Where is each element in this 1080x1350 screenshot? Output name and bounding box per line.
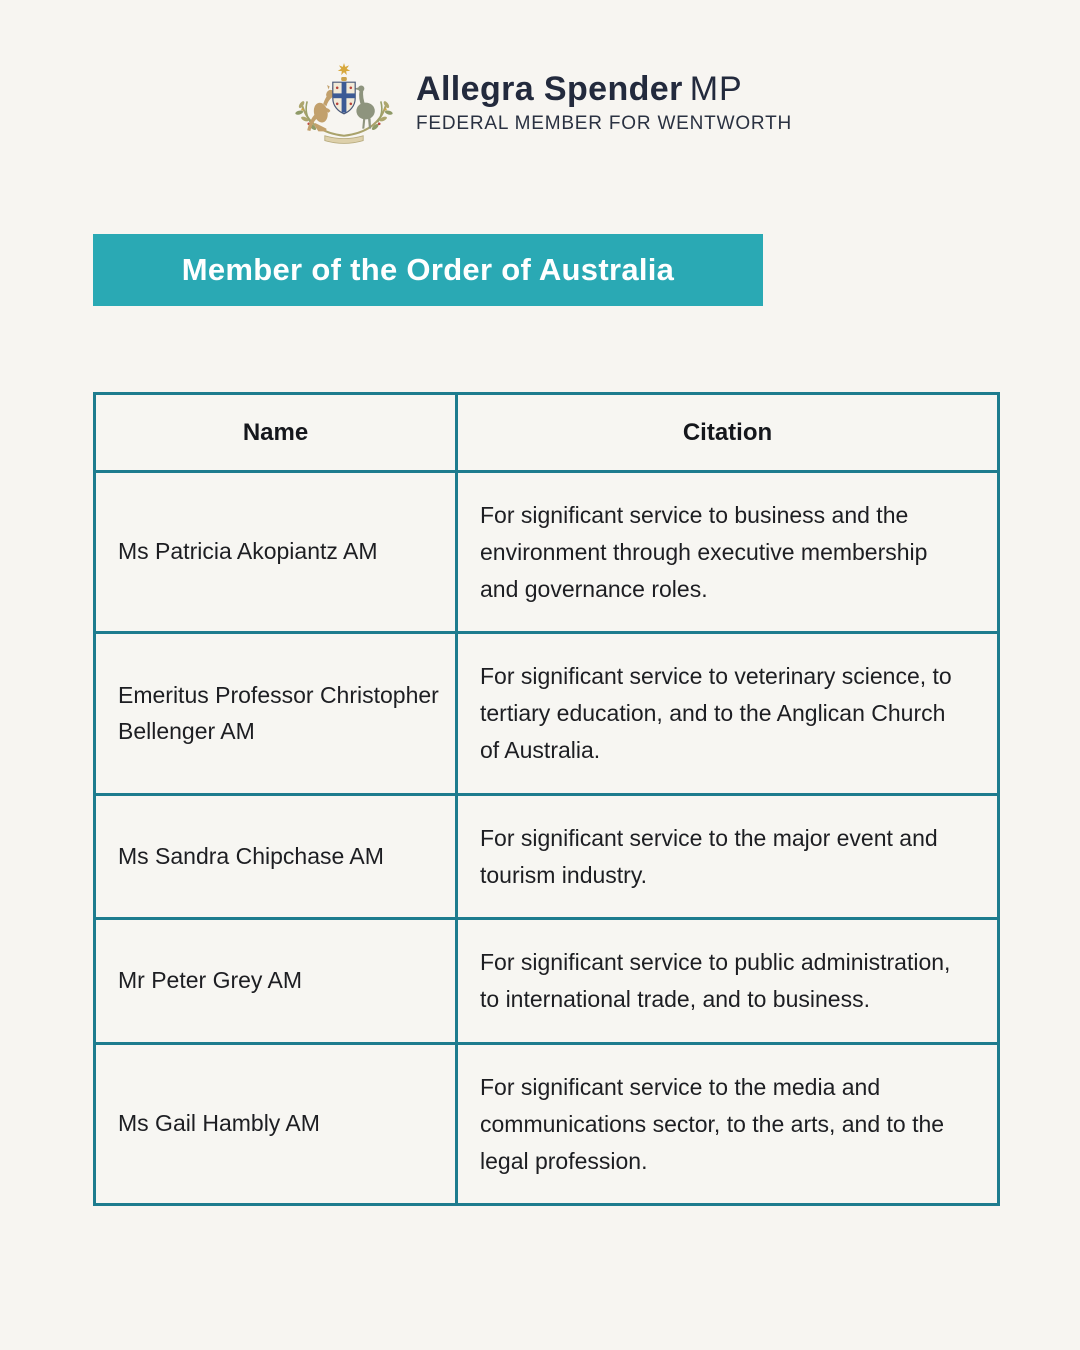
section-banner (93, 234, 763, 306)
column-header-citation: Citation (457, 394, 999, 472)
shield (333, 77, 355, 114)
citation-cell: For significant service to public administration, to international trade, and to business. (457, 919, 999, 1044)
table-row (95, 919, 999, 1044)
table-row (95, 794, 999, 919)
kangaroo (307, 85, 335, 131)
scroll-ribbon (325, 136, 363, 144)
mp-name-text: Allegra Spender (415, 70, 683, 109)
honours-table (93, 392, 1000, 1206)
citation-cell: For significant service to business and the environment through executive membership and governance roles. (457, 472, 999, 633)
table-row (95, 1043, 999, 1204)
commonwealth-star (338, 63, 350, 75)
column-header-name: Name (95, 394, 457, 472)
recipient-name-cell: Emeritus Professor Christopher Bellenger AM (95, 633, 457, 794)
header (0, 0, 1080, 146)
mp-name (416, 71, 792, 108)
citation-cell: For significant service to the major event and tourism industry. (457, 794, 999, 919)
citation-cell: For significant service to the media and communications sector, to the arts, and to the legal profession. (457, 1043, 999, 1204)
mp-subtitle: FEDERAL MEMBER FOR WENTWORTH (415, 112, 792, 134)
recipient-name-cell: Ms Patricia Akopiantz AM (95, 472, 457, 633)
recipient-name-cell: Ms Gail Hambly AM (95, 1043, 457, 1204)
table-header-row (95, 394, 999, 472)
recipient-name-cell: Mr Peter Grey AM (95, 919, 457, 1044)
table-row (95, 472, 999, 633)
section-banner-label: Member of the Order of Australia (181, 252, 675, 287)
table-body (95, 472, 999, 1205)
logo-text-block (416, 71, 792, 134)
australian-coat-of-arms-icon (288, 60, 400, 146)
table-row (95, 633, 999, 794)
mp-suffix: MP (689, 70, 743, 109)
emu (353, 85, 375, 128)
recipient-name-cell: Ms Sandra Chipchase AM (95, 794, 457, 919)
citation-cell: For significant service to veterinary science, to tertiary education, and to the Anglican Church of Australia. (457, 633, 999, 794)
